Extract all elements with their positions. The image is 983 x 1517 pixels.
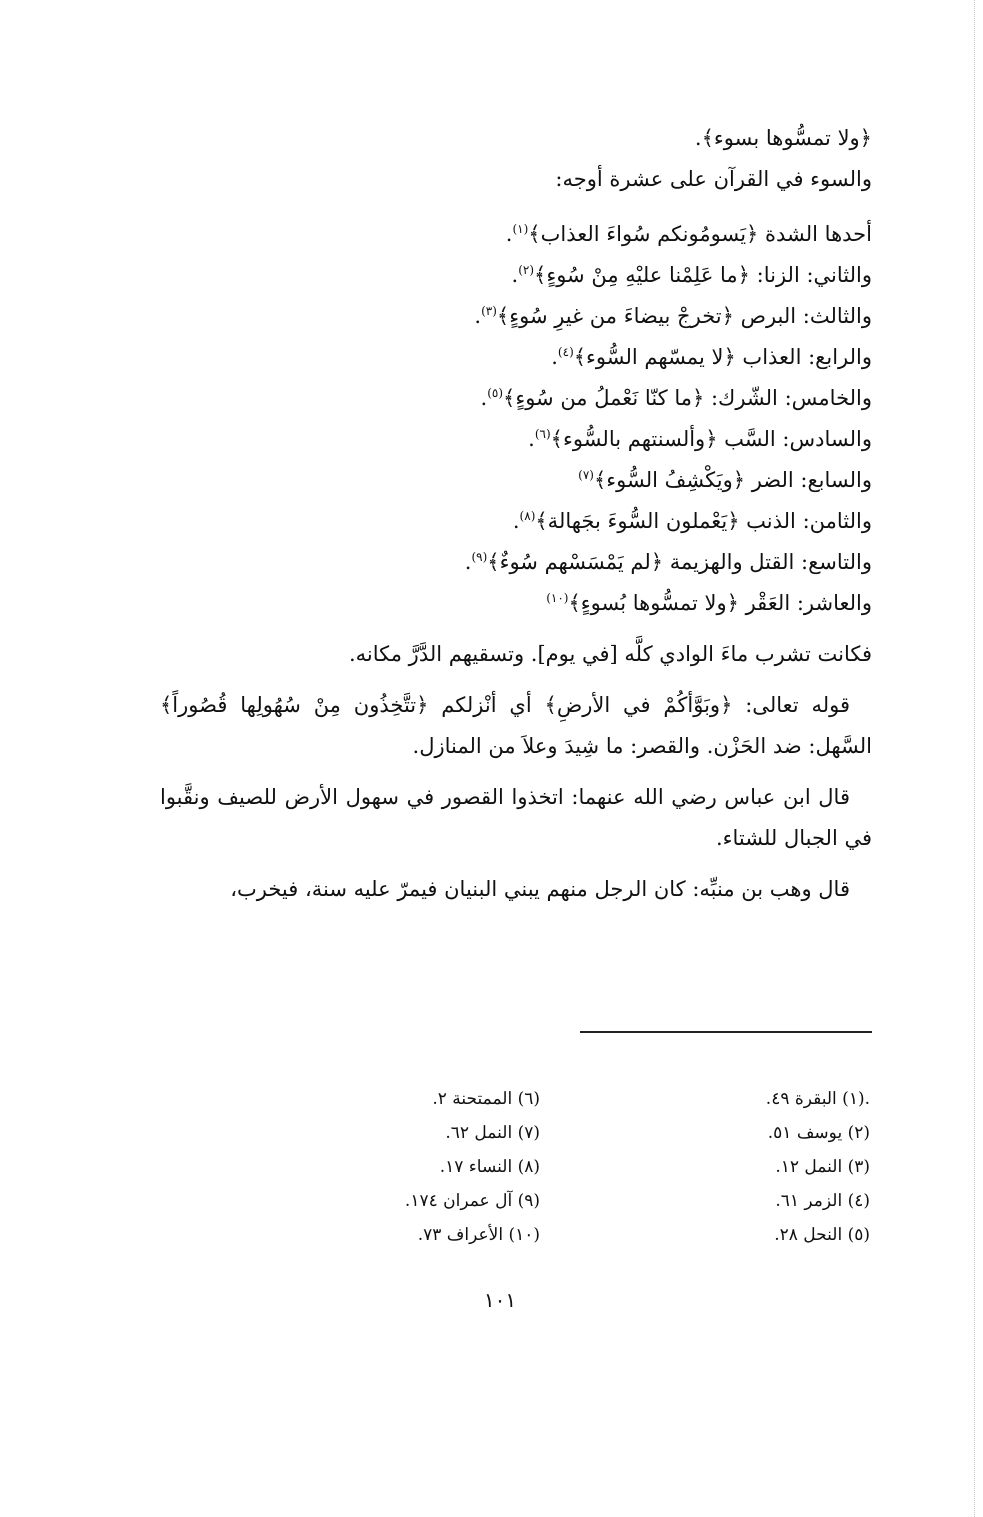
footnote-item: (٨) النساء ١٧. [439, 1157, 540, 1177]
footnote-item: (٧) النمل ٦٢. [445, 1123, 540, 1143]
footnote-item: (١٠) الأعراف ٧٣. [417, 1225, 540, 1245]
footnote-item: (٩) آل عمران ١٧٤. [404, 1191, 540, 1211]
quran-verse-line: ﴿ولا تمسُّوها بسوء﴾. [694, 126, 872, 150]
footnote-separator [580, 1031, 872, 1033]
footnotes-left-column [340, 1082, 540, 1252]
aspect-line-8: والثامن: الذنب ﴿يَعْملون السُّوءَ بجَهالة﴾$^{(٨)}$. [512, 509, 872, 533]
paragraph-ibn-abbas: قال ابن عباس رضي الله عنهما: اتخذوا القصور في سهول الأرض للصيف ونقَّبوا في الجبال للشتاء. [160, 785, 872, 850]
footnote-item: (٣) النمل ١٢. [775, 1157, 870, 1177]
footnote-item: .(١) البقرة ٤٩. [765, 1089, 870, 1109]
aspect-line-3: والثالث: البرص ﴿تخرجْ بيضاءَ من غيرِ سُوءٍ﴾$^{(٣)}$. [474, 304, 872, 328]
aspect-line-7: والسابع: الضر ﴿ويَكْشِفُ السُّوء﴾$^{(٧)}$ [578, 468, 872, 492]
page-number: ١٠١ [483, 1288, 517, 1312]
aspect-line-1: أحدها الشدة ﴿يَسومُونكم سُواءَ العذاب﴾$^{(١)}$. [505, 222, 872, 246]
aspect-line-5: والخامس: الشّرك: ﴿ما كنّا نَعْملُ من سُوءٍ﴾$^{(٥)}$. [480, 386, 872, 410]
footnote-item: (٦) الممتحنة ٢. [432, 1089, 540, 1109]
aspect-line-10: والعاشر: العَقْر ﴿ولا تمسُّوها بُسوءٍ﴾$^{(١٠)}$ [546, 591, 872, 615]
intro-line: والسوء في القرآن على عشرة أوجه: [555, 167, 872, 191]
paragraph-water: فكانت تشرب ماءَ الوادي كلَّه [في يوم]. وتسقيهم الدَّرَّ مكانه. [348, 642, 872, 666]
footnote-item: (٢) يوسف ٥١. [767, 1123, 870, 1143]
footnote-item: (٤) الزمر ٦١. [775, 1191, 870, 1211]
page-edge-divider [974, 0, 975, 1517]
aspect-line-6: والسادس: السَّب ﴿وألسنتهم بالسُّوء﴾$^{(٦)}$. [528, 427, 872, 451]
paragraph-wahb: قال وهب بن منبِّه: كان الرجل منهم يبني البنيان فيمرّ عليه سنة، فيخرب، [230, 877, 850, 901]
footnotes [340, 1082, 870, 1252]
main-text-block [160, 118, 872, 910]
footnotes-right-column [670, 1082, 870, 1252]
aspect-line-4: والرابع: العذاب ﴿لا يمسّهم السُّوء﴾$^{(٤)}$. [551, 345, 872, 369]
paragraph-commentary: قوله تعالى: ﴿وبَوَّأكُمْ في الأرضِ﴾ أي أنْزلكم ﴿تتَّخِذُون مِنْ سُهُولِها قُصُوراً﴾ السَّهل: ضد الحَزْن. والقصر: ما شِيدَ وعلاَ من المنازل. [160, 693, 872, 758]
aspect-line-2: والثاني: الزنا: ﴿ما عَلِمْنا عليْهِ مِنْ سُوءٍ﴾$^{(٢)}$. [511, 263, 872, 287]
footnote-item: (٥) النحل ٢٨. [774, 1225, 870, 1245]
aspect-line-9: والتاسع: القتل والهزيمة ﴿لم يَمْسَسْهم سُوءٌ﴾$^{(٩)}$. [464, 550, 872, 574]
